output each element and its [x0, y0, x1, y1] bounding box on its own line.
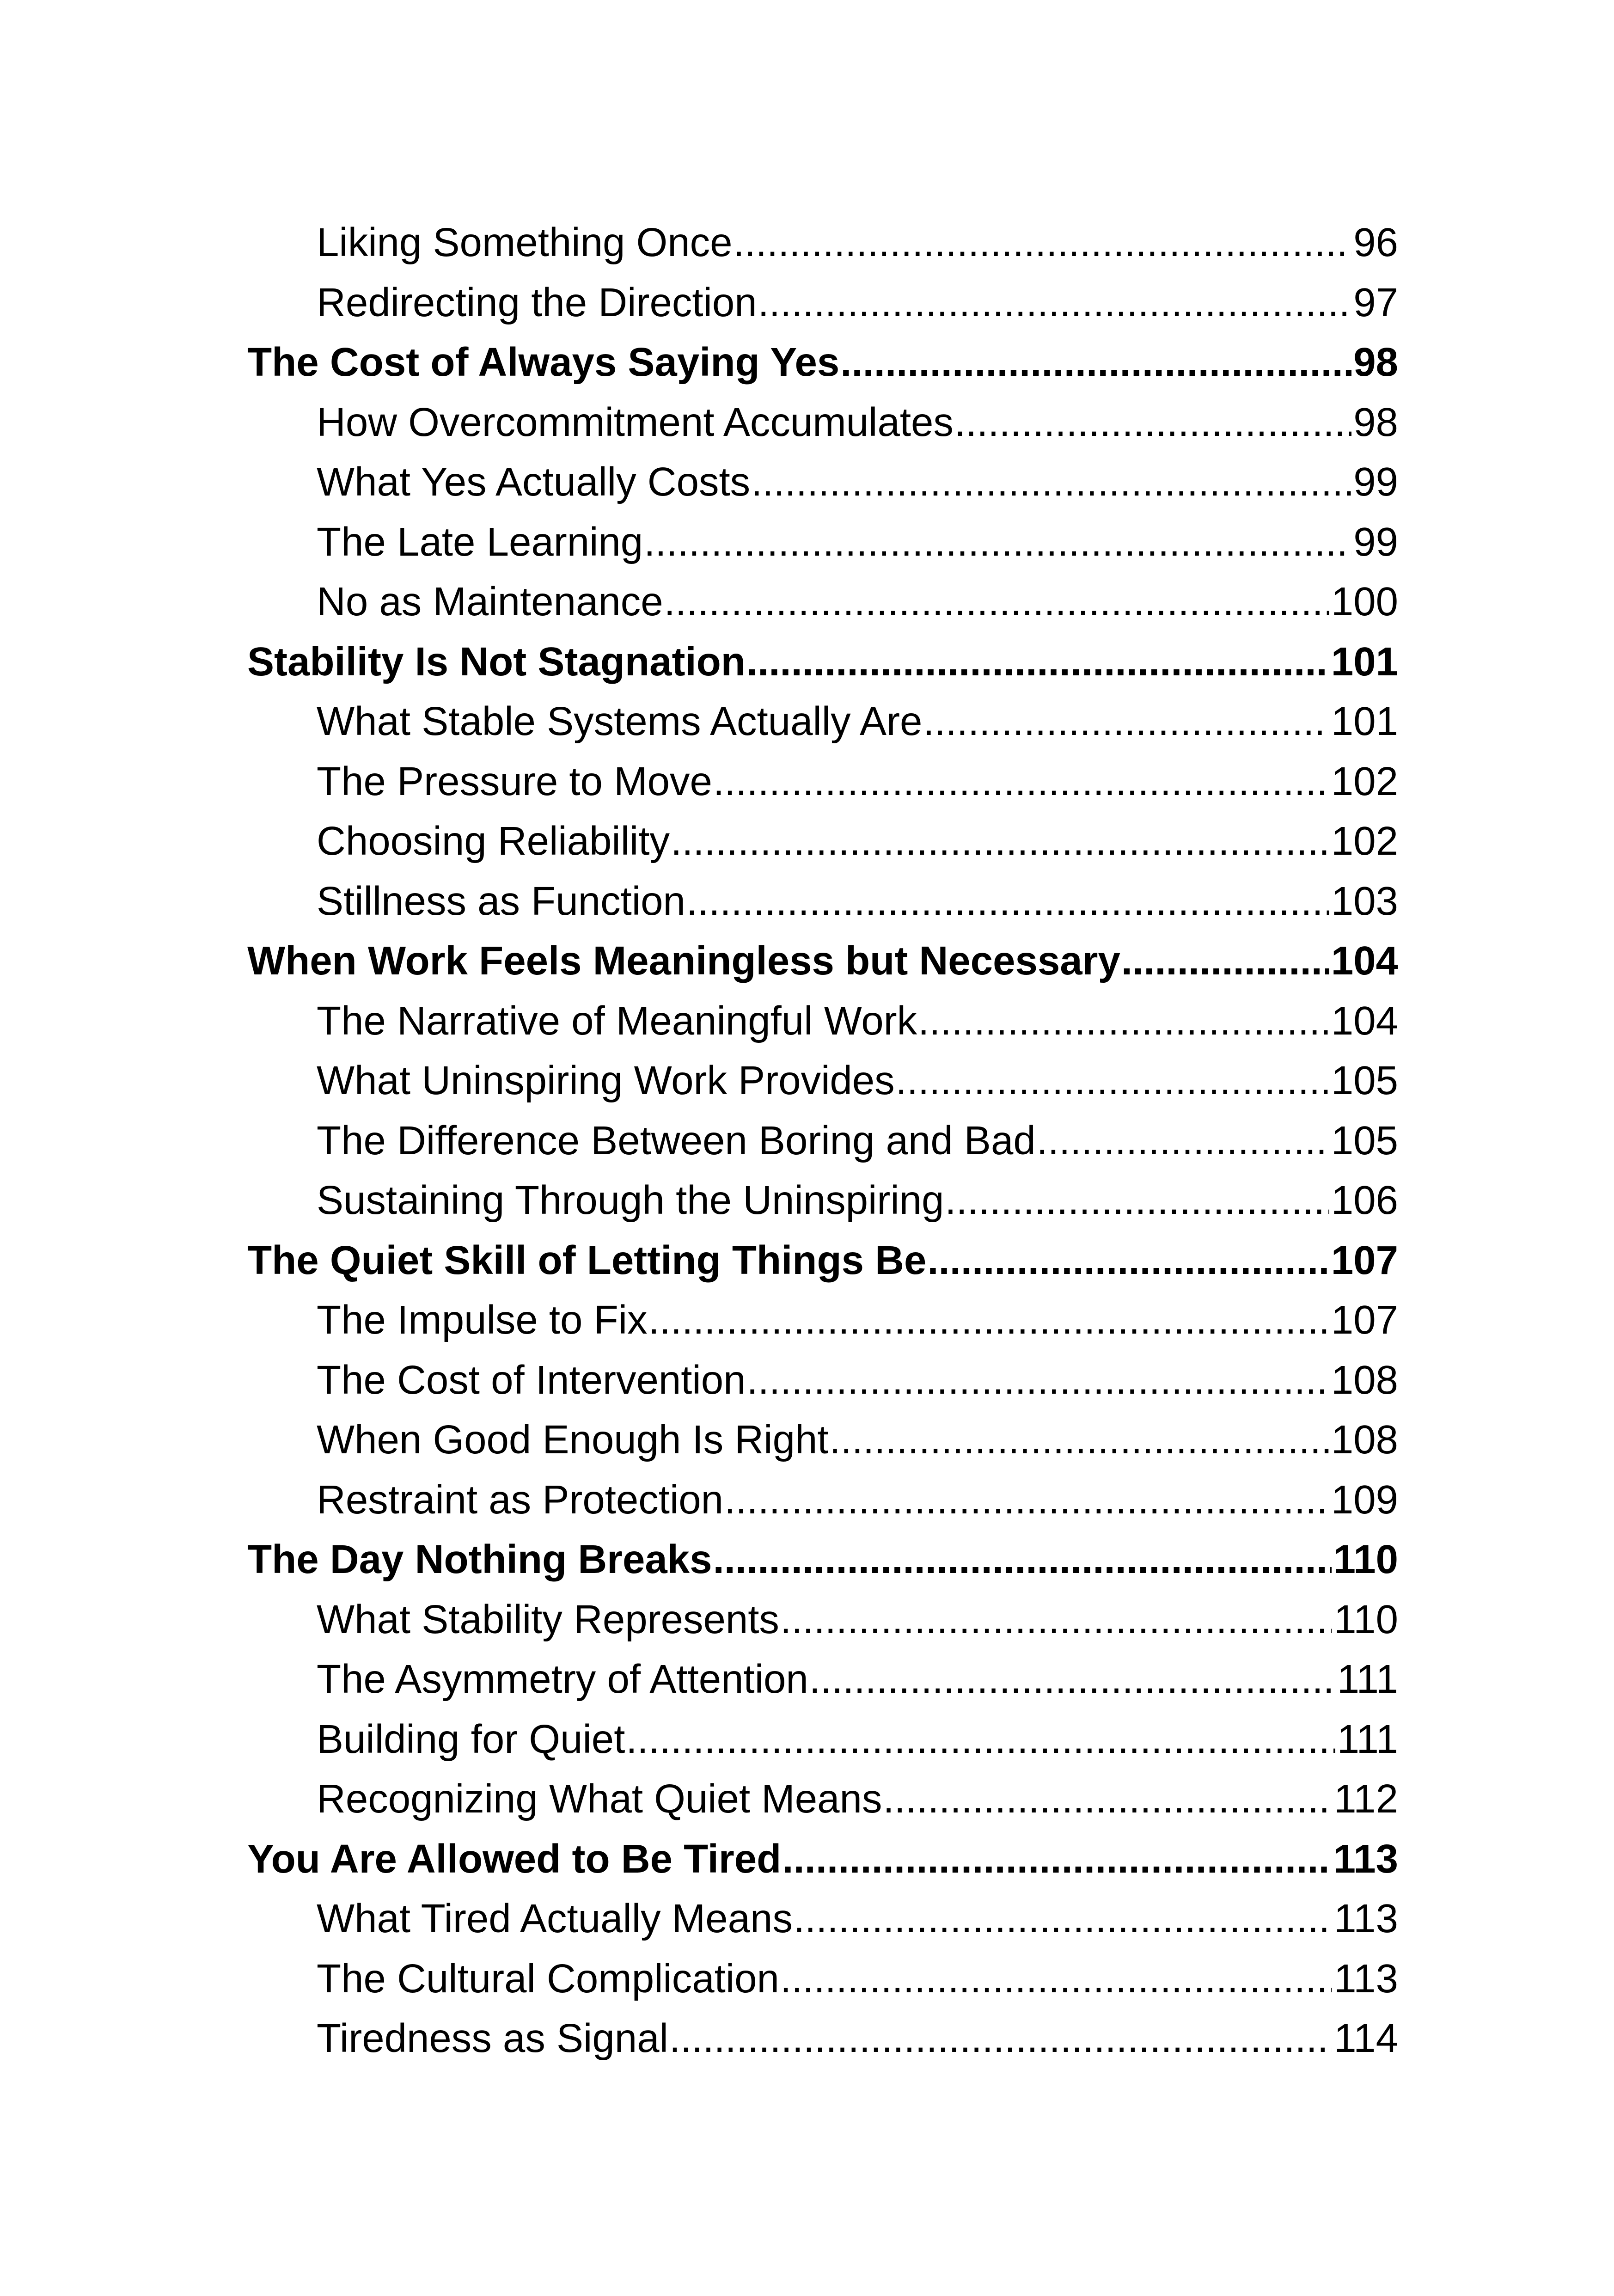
toc-entry-page: 102	[1331, 759, 1398, 804]
dot-leader	[734, 213, 1352, 273]
dot-leader	[686, 871, 1329, 931]
toc-entry-title: The Cost of Intervention	[317, 1357, 746, 1402]
toc-entry[interactable]	[247, 1709, 1398, 1769]
toc-entry-title: Recognizing What Quiet Means	[317, 1776, 882, 1821]
toc-entry-title: What Uninspiring Work Provides	[317, 1058, 895, 1103]
toc-entry-title: What Tired Actually Means	[317, 1896, 793, 1941]
dot-leader	[840, 332, 1351, 392]
toc-entry-title: The Cultural Complication	[317, 1956, 779, 2001]
toc-chapter-title: When Work Feels Meaningless but Necessary	[247, 938, 1120, 983]
toc-entry-page: 102	[1331, 819, 1398, 863]
toc-entry-title: No as Maintenance	[317, 579, 663, 624]
dot-leader	[644, 512, 1351, 572]
toc-entry-title: Redirecting the Direction	[317, 280, 757, 325]
dot-leader	[669, 2008, 1332, 2069]
toc-entry-title: Restraint as Protection	[317, 1477, 724, 1522]
toc-entry-page: 108	[1331, 1417, 1398, 1462]
toc-chapter-entry[interactable]	[247, 1530, 1398, 1590]
toc-entry-title: The Asymmetry of Attention	[317, 1657, 808, 1702]
toc-entry[interactable]	[247, 1111, 1398, 1171]
dot-leader	[896, 1051, 1329, 1111]
toc-entry-title: The Late Learning	[317, 519, 643, 564]
toc-entry-page: 105	[1331, 1058, 1398, 1103]
dot-leader	[918, 991, 1329, 1051]
toc-entry[interactable]	[247, 1769, 1398, 1829]
dot-leader	[923, 692, 1329, 752]
dot-leader	[927, 1231, 1329, 1291]
toc-entry-title: What Stability Represents	[317, 1597, 779, 1642]
toc-chapter-title: You Are Allowed to Be Tired	[247, 1836, 782, 1881]
toc-entry-page: 101	[1331, 699, 1398, 744]
toc-entry[interactable]	[247, 692, 1398, 752]
toc-entry-page: 114	[1334, 2016, 1398, 2061]
toc-chapter-entry[interactable]	[247, 931, 1398, 991]
toc-entry[interactable]	[247, 2008, 1398, 2069]
toc-chapter-title: The Day Nothing Breaks	[247, 1537, 712, 1582]
toc-entry[interactable]	[247, 1470, 1398, 1530]
toc-entry[interactable]	[247, 213, 1398, 273]
toc-entry-page: 107	[1331, 1298, 1398, 1342]
toc-entry[interactable]	[247, 1410, 1398, 1470]
dot-leader	[747, 1350, 1329, 1410]
toc-entry-title: The Difference Between Boring and Bad	[317, 1118, 1036, 1163]
toc-entry[interactable]	[247, 392, 1398, 453]
toc-entry-page: 97	[1353, 280, 1398, 325]
toc-entry[interactable]	[247, 1290, 1398, 1350]
toc-entry[interactable]	[247, 273, 1398, 333]
toc-entry-page: 113	[1334, 1956, 1398, 2001]
dot-leader	[758, 273, 1352, 333]
dot-leader	[648, 1290, 1329, 1350]
toc-entry-page: 100	[1331, 579, 1398, 624]
toc-entry[interactable]	[247, 871, 1398, 931]
toc-entry-page: 99	[1353, 519, 1398, 564]
dot-leader	[780, 1590, 1332, 1650]
dot-leader	[794, 1889, 1332, 1949]
dot-leader	[954, 392, 1351, 453]
dot-leader	[782, 1829, 1331, 1889]
toc-chapter-page: 110	[1333, 1537, 1398, 1582]
toc-entry-title: Building for Quiet	[317, 1716, 625, 1762]
dot-leader	[945, 1170, 1329, 1231]
dot-leader	[830, 1410, 1329, 1470]
toc-entry-title: Stillness as Function	[317, 878, 685, 924]
dot-leader	[671, 811, 1329, 871]
toc-entry[interactable]	[247, 1051, 1398, 1111]
toc-entry[interactable]	[247, 752, 1398, 812]
toc-chapter-title: Stability Is Not Stagnation	[247, 639, 746, 684]
toc-entry-page: 109	[1331, 1477, 1398, 1522]
toc-entry[interactable]	[247, 1889, 1398, 1949]
toc-entry-title: Liking Something Once	[317, 220, 733, 265]
toc-entry-page: 106	[1331, 1178, 1398, 1223]
toc-chapter-entry[interactable]	[247, 332, 1398, 392]
toc-chapter-page: 98	[1353, 340, 1398, 385]
toc-entry[interactable]	[247, 1649, 1398, 1709]
toc-entry-title: How Overcommitment Accumulates	[317, 399, 954, 445]
toc-chapter-title: The Cost of Always Saying Yes	[247, 340, 840, 385]
toc-entry-title: Sustaining Through the Uninspiring	[317, 1178, 944, 1223]
dot-leader	[780, 1949, 1332, 2009]
toc-entry-page: 111	[1337, 1716, 1398, 1762]
toc-entry[interactable]	[247, 1170, 1398, 1231]
toc-chapter-page: 101	[1331, 639, 1398, 684]
toc-entry-page: 105	[1331, 1118, 1398, 1163]
toc-chapter-title: The Quiet Skill of Letting Things Be	[247, 1237, 927, 1283]
dot-leader	[664, 572, 1329, 632]
toc-chapter-entry[interactable]	[247, 632, 1398, 692]
toc-entry-page: 111	[1337, 1657, 1398, 1702]
dot-leader	[713, 752, 1329, 812]
toc-chapter-entry[interactable]	[247, 1231, 1398, 1291]
toc-entry-page: 113	[1334, 1896, 1398, 1941]
toc-entry-title: What Stable Systems Actually Are	[317, 699, 923, 744]
toc-entry[interactable]	[247, 572, 1398, 632]
dot-leader	[809, 1649, 1335, 1709]
toc-entry-title: What Yes Actually Costs	[317, 459, 751, 504]
toc-entry-title: The Impulse to Fix	[317, 1298, 648, 1342]
toc-entry[interactable]	[247, 1350, 1398, 1410]
toc-entry-title: When Good Enough Is Right	[317, 1417, 829, 1462]
toc-entry-title: The Narrative of Meaningful Work	[317, 998, 917, 1043]
toc-entry-title: Tiredness as Signal	[317, 2016, 668, 2061]
toc-entry-page: 96	[1353, 220, 1398, 265]
toc-entry[interactable]	[247, 452, 1398, 512]
toc-entry-page: 112	[1334, 1776, 1398, 1821]
dot-leader	[746, 632, 1329, 692]
toc-entry[interactable]	[247, 1590, 1398, 1650]
toc-entry-title: Choosing Reliability	[317, 819, 670, 863]
dot-leader	[751, 452, 1351, 512]
toc-entry[interactable]	[247, 811, 1398, 871]
toc-chapter-page: 104	[1331, 938, 1398, 983]
dot-leader	[1121, 931, 1329, 991]
dot-leader	[626, 1709, 1335, 1769]
toc-entry-page: 103	[1331, 878, 1398, 924]
toc-entry[interactable]	[247, 991, 1398, 1051]
toc-entry-title: The Pressure to Move	[317, 759, 712, 804]
table-of-contents	[247, 213, 1398, 2069]
toc-entry-page: 108	[1331, 1357, 1398, 1402]
toc-chapter-page: 107	[1331, 1237, 1398, 1283]
toc-chapter-entry[interactable]	[247, 1829, 1398, 1889]
toc-entry[interactable]	[247, 1949, 1398, 2009]
toc-entry[interactable]	[247, 512, 1398, 572]
dot-leader	[713, 1530, 1332, 1590]
toc-entry-page: 99	[1353, 459, 1398, 504]
dot-leader	[724, 1470, 1329, 1530]
toc-entry-page: 98	[1353, 399, 1398, 445]
dot-leader	[883, 1769, 1332, 1829]
toc-entry-page: 110	[1334, 1597, 1398, 1642]
toc-entry-page: 104	[1331, 998, 1398, 1043]
toc-chapter-page: 113	[1333, 1836, 1398, 1881]
dot-leader	[1037, 1111, 1329, 1171]
